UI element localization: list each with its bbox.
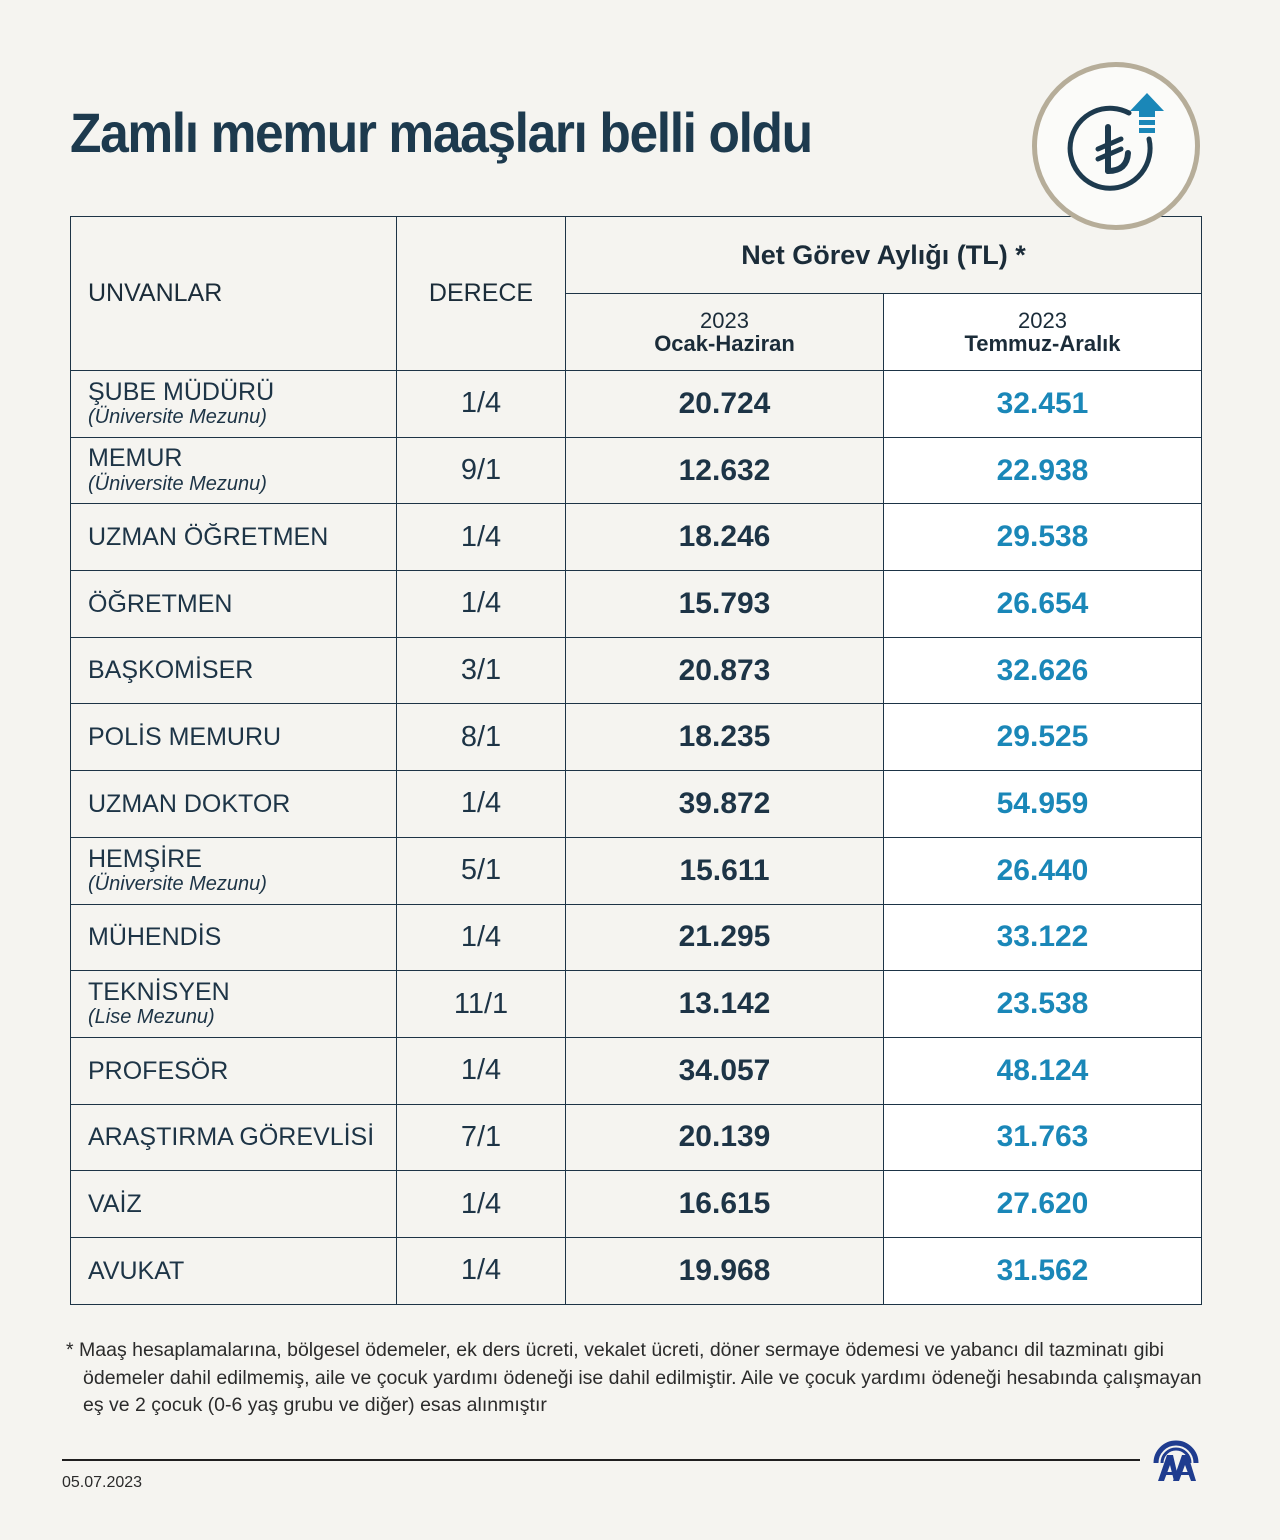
unvan-cell — [71, 371, 397, 438]
ocak-haziran-value: 39.872 — [566, 771, 884, 838]
unvan-cell — [71, 504, 397, 571]
unvan-cell — [71, 771, 397, 838]
unvan-name: ŞUBE MÜDÜRÜ — [88, 377, 275, 406]
unvan-name: MÜHENDİS — [88, 923, 222, 952]
derece-cell: 1/4 — [397, 771, 566, 838]
unvan-name: UZMAN DOKTOR — [88, 789, 291, 818]
derece-cell: 1/4 — [397, 371, 566, 438]
turkish-lira-up-arrow-icon — [1061, 91, 1171, 201]
derece-cell: 1/4 — [397, 1037, 566, 1104]
table-row — [71, 437, 1202, 504]
aa-logo-icon — [1152, 1437, 1200, 1483]
unvan-name: PROFESÖR — [88, 1056, 229, 1085]
ocak-haziran-value: 19.968 — [566, 1237, 884, 1304]
unvan-cell — [71, 837, 397, 904]
derece-cell: 7/1 — [397, 1104, 566, 1171]
unvan-note: (Lise Mezunu) — [88, 1006, 215, 1029]
period-year: 2023 — [700, 307, 749, 333]
temmuz-aralik-value: 29.538 — [884, 504, 1202, 571]
header-unvanlar: UNVANLAR — [71, 217, 397, 371]
table-row — [71, 504, 1202, 571]
table-row — [71, 1171, 1202, 1238]
unvan-cell — [71, 971, 397, 1038]
temmuz-aralik-value: 31.763 — [884, 1104, 1202, 1171]
footer-divider — [62, 1459, 1140, 1461]
ocak-haziran-value: 21.295 — [566, 904, 884, 971]
header-ocak-haziran — [566, 294, 884, 371]
derece-cell: 3/1 — [397, 637, 566, 704]
ocak-haziran-value: 18.235 — [566, 704, 884, 771]
temmuz-aralik-value: 22.938 — [884, 437, 1202, 504]
derece-cell: 8/1 — [397, 704, 566, 771]
table-row — [71, 571, 1202, 638]
ocak-haziran-value: 20.139 — [566, 1104, 884, 1171]
period-year: 2023 — [1018, 307, 1067, 333]
header-temmuz-aralik — [884, 294, 1202, 371]
unvan-cell — [71, 637, 397, 704]
unvan-cell — [71, 1171, 397, 1238]
temmuz-aralik-value: 26.440 — [884, 837, 1202, 904]
period-range: Ocak-Haziran — [654, 331, 795, 356]
derece-cell: 5/1 — [397, 837, 566, 904]
table-row — [71, 1037, 1202, 1104]
unvan-name: VAİZ — [88, 1189, 142, 1218]
footnote: * Maaş hesaplamalarına, bölgesel ödemeler, ek ders ücreti, vekalet ücreti, döner sermaye ödemesi ve yabancı dil tazminatı gibi ödemeler dahil edilmemiş, aile ve çocuk yardımı ödeneği ise dahil edilmiştir. Aile ve çocuk yardımı ödeneği hesabında çalışmayan eş ve 2 çocuk (0-6 yaş grubu ve diğer) esas alınmıştır — [66, 1339, 1202, 1416]
table-row — [71, 837, 1202, 904]
unvan-cell — [71, 1237, 397, 1304]
temmuz-aralik-value: 23.538 — [884, 971, 1202, 1038]
unvan-cell — [71, 704, 397, 771]
derece-cell: 1/4 — [397, 904, 566, 971]
temmuz-aralik-value: 29.525 — [884, 704, 1202, 771]
table-row — [71, 704, 1202, 771]
temmuz-aralik-value: 27.620 — [884, 1171, 1202, 1238]
temmuz-aralik-value: 32.451 — [884, 371, 1202, 438]
page-title: Zamlı memur maaşları belli oldu — [70, 101, 812, 164]
unvan-cell — [71, 1037, 397, 1104]
header-net-gorev-ayligi: Net Görev Aylığı (TL) * — [566, 217, 1202, 294]
derece-cell: 1/4 — [397, 571, 566, 638]
lira-increase-badge — [1032, 62, 1200, 230]
ocak-haziran-value: 15.793 — [566, 571, 884, 638]
unvan-name: UZMAN ÖĞRETMEN — [88, 523, 329, 552]
derece-cell: 9/1 — [397, 437, 566, 504]
unvan-cell — [71, 1104, 397, 1171]
table-row — [71, 771, 1202, 838]
table-row — [71, 1237, 1202, 1304]
table-row — [71, 971, 1202, 1038]
unvan-note: (Üniversite Mezunu) — [88, 872, 267, 895]
table-row — [71, 1104, 1202, 1171]
unvan-name: BAŞKOMİSER — [88, 656, 254, 685]
unvan-name: POLİS MEMURU — [88, 723, 282, 752]
ocak-haziran-value: 34.057 — [566, 1037, 884, 1104]
ocak-haziran-value: 16.615 — [566, 1171, 884, 1238]
temmuz-aralik-value: 26.654 — [884, 571, 1202, 638]
unvan-name: TEKNİSYEN — [88, 977, 230, 1006]
period-range: Temmuz-Aralık — [964, 331, 1121, 356]
temmuz-aralik-value: 54.959 — [884, 771, 1202, 838]
derece-cell: 1/4 — [397, 1171, 566, 1238]
temmuz-aralik-value: 33.122 — [884, 904, 1202, 971]
header-derece: DERECE — [397, 217, 566, 371]
ocak-haziran-value: 12.632 — [566, 437, 884, 504]
ocak-haziran-value: 13.142 — [566, 971, 884, 1038]
unvan-cell — [71, 437, 397, 504]
temmuz-aralik-value: 48.124 — [884, 1037, 1202, 1104]
unvan-cell — [71, 904, 397, 971]
salary-table — [70, 216, 1202, 1305]
ocak-haziran-value: 20.724 — [566, 371, 884, 438]
derece-cell: 1/4 — [397, 504, 566, 571]
temmuz-aralik-value: 31.562 — [884, 1237, 1202, 1304]
table-row — [71, 904, 1202, 971]
unvan-name: MEMUR — [88, 444, 183, 473]
unvan-name: HEMŞİRE — [88, 844, 202, 873]
unvan-name: ÖĞRETMEN — [88, 589, 233, 618]
ocak-haziran-value: 20.873 — [566, 637, 884, 704]
ocak-haziran-value: 18.246 — [566, 504, 884, 571]
unvan-note: (Üniversite Mezunu) — [88, 472, 267, 495]
publish-date: 05.07.2023 — [62, 1474, 143, 1491]
ocak-haziran-value: 15.611 — [566, 837, 884, 904]
unvan-name: AVUKAT — [88, 1256, 185, 1285]
derece-cell: 1/4 — [397, 1237, 566, 1304]
unvan-cell — [71, 571, 397, 638]
unvan-note: (Üniversite Mezunu) — [88, 405, 267, 428]
table-row — [71, 371, 1202, 438]
unvan-name: ARAŞTIRMA GÖREVLİSİ — [88, 1123, 375, 1152]
derece-cell: 11/1 — [397, 971, 566, 1038]
table-row — [71, 637, 1202, 704]
temmuz-aralik-value: 32.626 — [884, 637, 1202, 704]
